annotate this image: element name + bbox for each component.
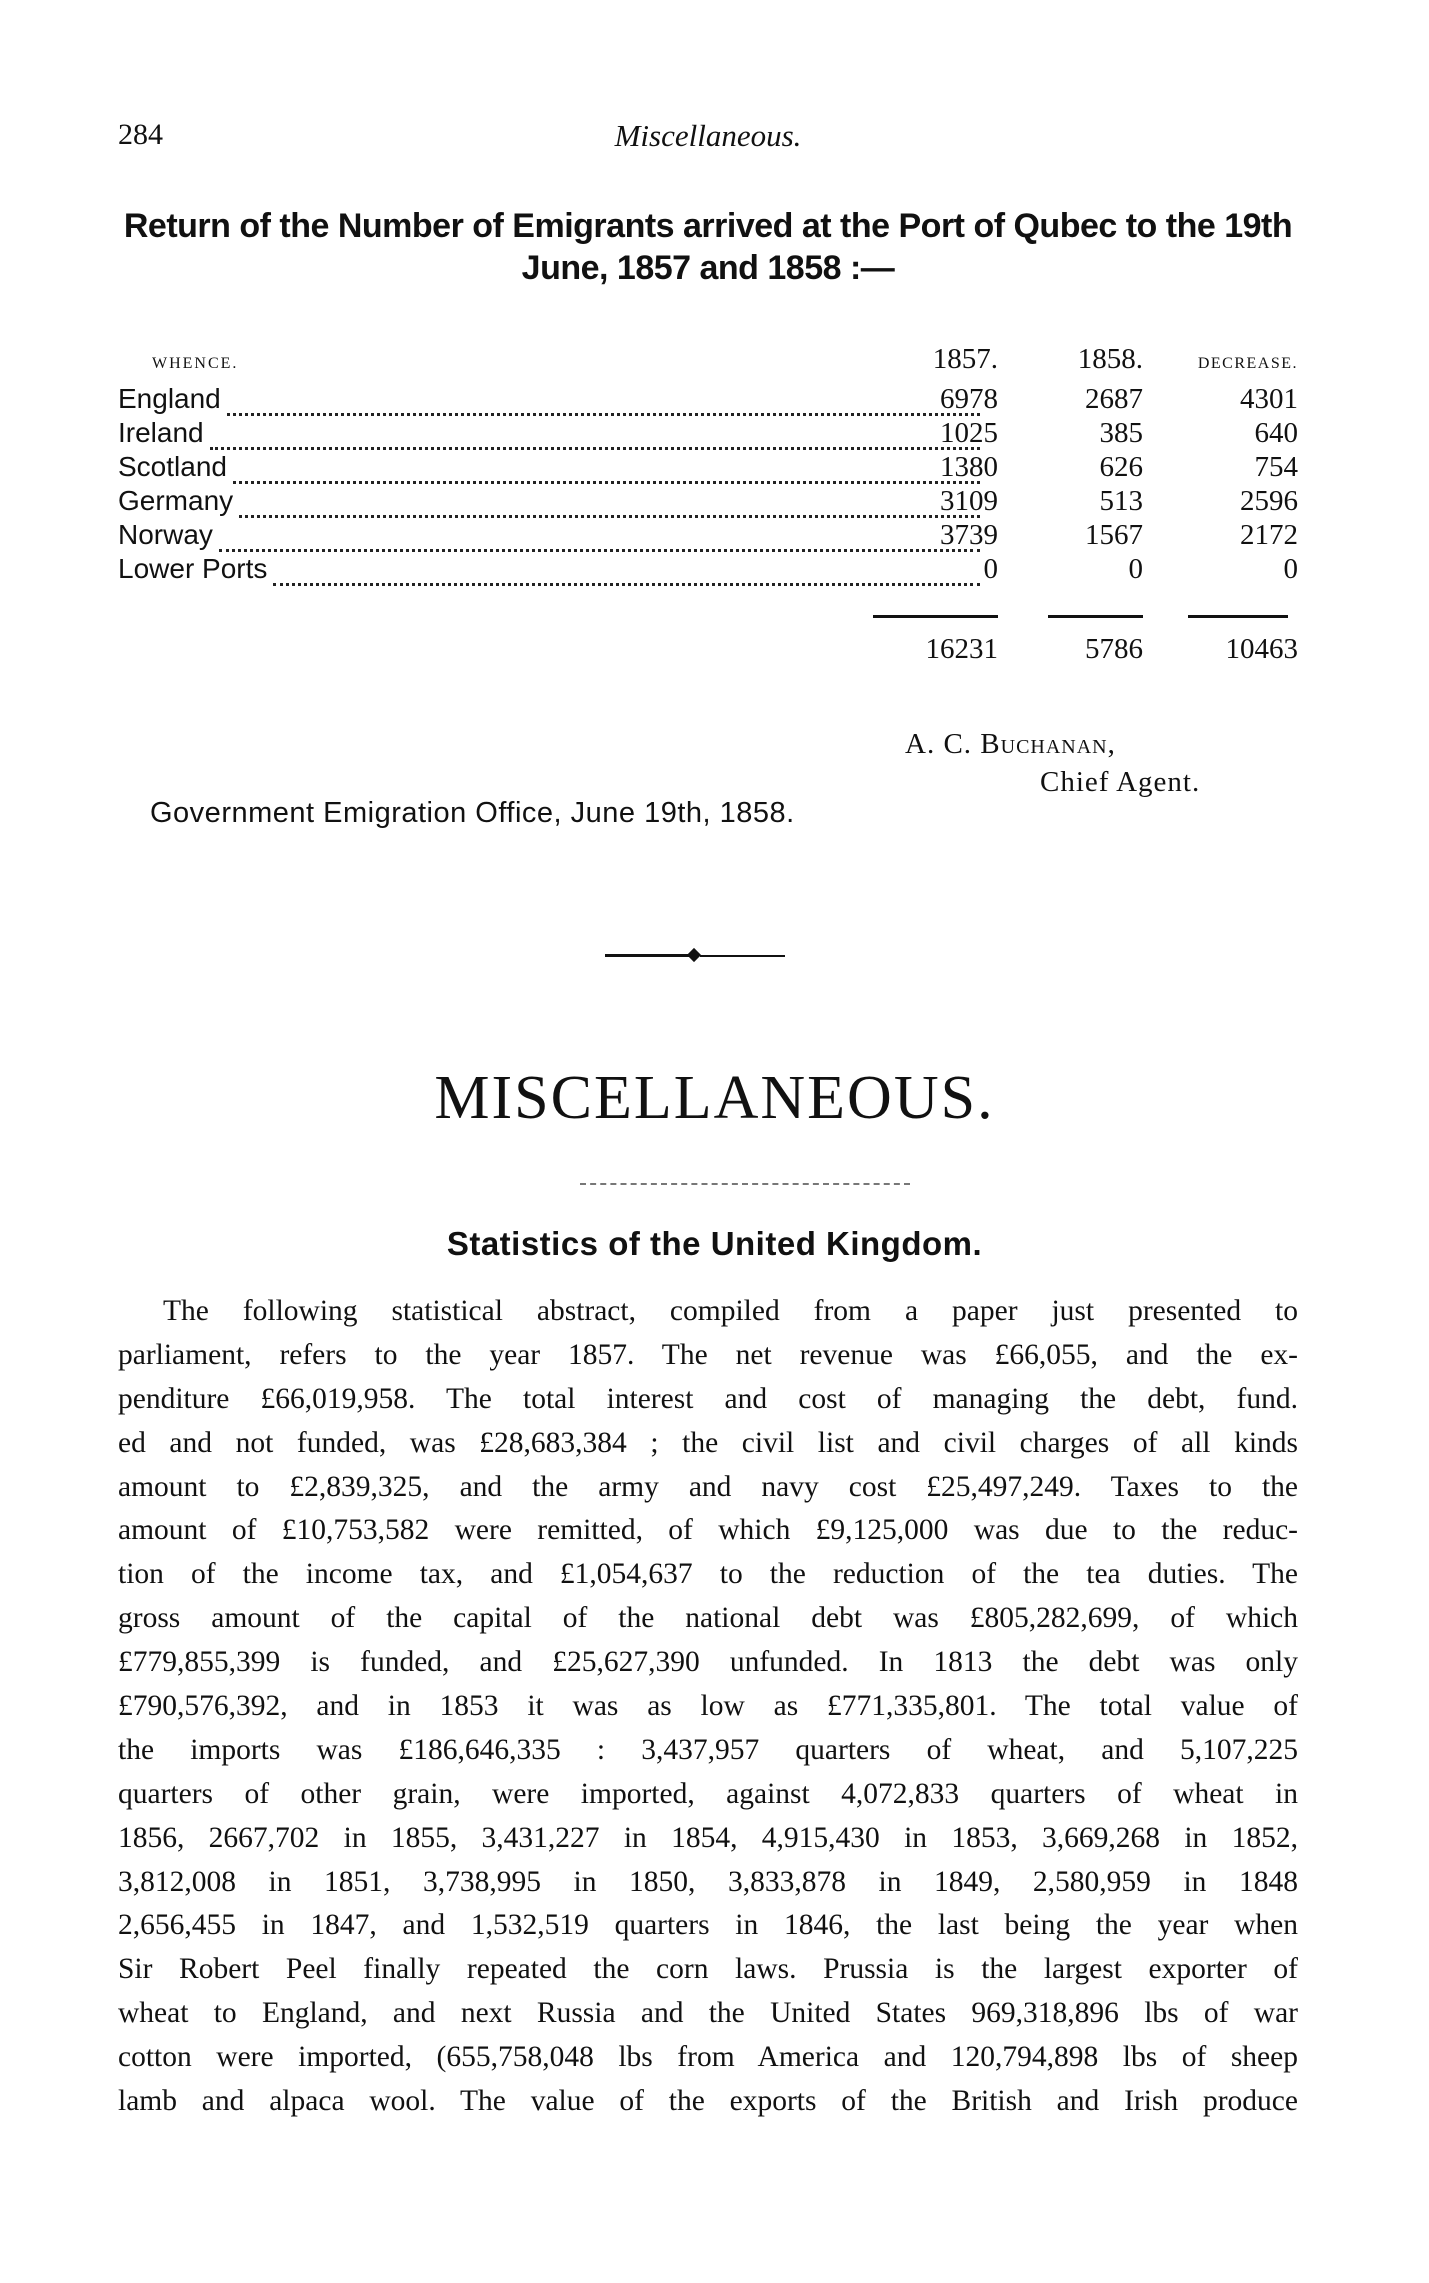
body-line: 2,656,455 in 1847, and 1,532,519 quarters in 1846, the last being the year when [118,1909,1298,1942]
header-whence: WHENCE. [152,355,239,372]
header-1858: 1858. [1077,343,1143,375]
body-line: amount of £10,753,582 were remitted, of which £9,125,000 was due to the reduc- [118,1514,1298,1547]
body-line: ed and not funded, was £28,683,384 ; the civil list and civil charges of all kinds [118,1426,1298,1459]
row-1857: 6978 [940,383,998,415]
sum-rule [1188,615,1288,618]
body-line: Sir Robert Peel finally repeated the corn laws. Prussia is the largest exporter of [118,1953,1298,1986]
row-1857: 1025 [940,417,998,449]
row-1858: 1567 [1085,519,1143,551]
row-decrease: 0 [1283,553,1298,585]
total-1857: 16231 [925,633,998,665]
total-1858: 5786 [1085,633,1143,665]
header-decrease: DECREASE. [1197,355,1298,372]
table-row [118,451,1298,485]
leader-dots [227,383,980,416]
row-place: England [118,383,221,414]
body-line: wheat to England, and next Russia and the United States 969,318,896 lbs of war [118,1997,1298,2030]
row-1858: 385 [1099,417,1143,449]
body-line: amount to £2,839,325, and the army and navy cost £25,497,249. Taxes to the [118,1470,1298,1503]
body-line: lamb and alpaca wool. The value of the exports of the British and Irish produce [118,2085,1298,2118]
page-number: 284 [118,118,163,151]
row-place: Norway [118,519,213,550]
body-line: cotton were imported, (655,758,048 lbs from America and 120,794,898 lbs of sheep [118,2041,1298,2074]
ornament-line [605,954,690,957]
ornament-diamond [687,948,701,962]
sum-rule [1048,615,1143,618]
leader-dots [210,417,980,450]
row-decrease: 2172 [1240,519,1298,551]
sum-rule [873,615,998,618]
leader-dots [239,485,980,518]
signatory-title: Chief Agent. [1040,766,1201,798]
leader-dots [233,451,980,484]
running-head [118,118,1298,158]
body-line: The following statistical abstract, compiled from a paper just presented to [163,1295,1298,1327]
row-decrease: 2596 [1240,485,1298,517]
table-row [118,553,1298,587]
body-line: parliament, refers to the year 1857. The net revenue was £66,055, and the ex- [118,1338,1298,1371]
body-line: penditure £66,019,958. The total interest and cost of managing the debt, fund. [118,1382,1298,1415]
body-line: £779,855,399 is funded, and £25,627,390 unfunded. In 1813 the debt was only [118,1646,1298,1679]
table-row [118,519,1298,553]
row-1858: 0 [1128,553,1143,585]
row-1858: 513 [1099,485,1143,517]
body-line: 3,812,008 in 1851, 3,738,995 in 1850, 3,833,878 in 1849, 2,580,959 in 1848 [118,1865,1298,1898]
row-1857: 1380 [940,451,998,483]
signatory-name: A. C. Buchanan, [905,728,1116,760]
decorative-rule [580,1183,910,1185]
row-place: Scotland [118,451,227,482]
row-1857: 0 [983,553,998,585]
table-row [118,383,1298,417]
section-title: MISCELLANEOUS. [434,1064,995,1132]
row-place: Ireland [118,417,204,448]
article-body [118,1290,1298,2124]
row-1857: 3739 [940,519,998,551]
table-header [118,343,1298,379]
signature-block [905,725,1200,801]
table-title [118,205,1298,289]
article-heading: Statistics of the United Kingdom. [446,1225,983,1262]
row-place: Lower Ports [118,553,268,584]
leader-dots [219,519,980,552]
leader-dots [273,553,980,586]
row-place: Germany [118,485,234,516]
total-decrease: 10463 [1225,633,1298,665]
office-dateline: Government Emigration Office, June 19th, 1858. [150,797,795,829]
body-line: quarters of other grain, were imported, against 4,072,833 quarters of wheat in [118,1777,1298,1810]
table-row [118,417,1298,451]
table-row [118,485,1298,519]
body-line: £790,576,392, and in 1853 it was as low as £771,335,801. The total value of [118,1690,1298,1723]
body-line: the imports was £186,646,335 : 3,437,957 quarters of wheat, and 5,107,225 [118,1733,1298,1766]
table-title-line-1: Return of the Number of Emigrants arrived at the Port of Qubec to the 19th [123,207,1293,245]
ornament-divider [605,948,785,962]
table-title-line-2: June, 1857 and 1858 :— [521,249,895,287]
row-1858: 2687 [1085,383,1143,415]
body-line: tion of the income tax, and £1,054,637 to the reduction of the tea duties. The [118,1558,1298,1591]
row-decrease: 754 [1254,451,1298,483]
body-line: 1856, 2667,702 in 1855, 3,431,227 in 1854, 4,915,430 in 1853, 3,669,268 in 1852, [118,1821,1298,1854]
row-decrease: 640 [1254,417,1298,449]
totals-row [118,633,1298,669]
ornament-line [700,955,785,957]
row-1857: 3109 [940,485,998,517]
row-decrease: 4301 [1240,383,1298,415]
body-line: gross amount of the capital of the national debt was £805,282,699, of which [118,1602,1298,1635]
running-title: Miscellaneous. [614,118,802,153]
header-1857: 1857. [932,343,998,375]
row-1858: 626 [1099,451,1143,483]
